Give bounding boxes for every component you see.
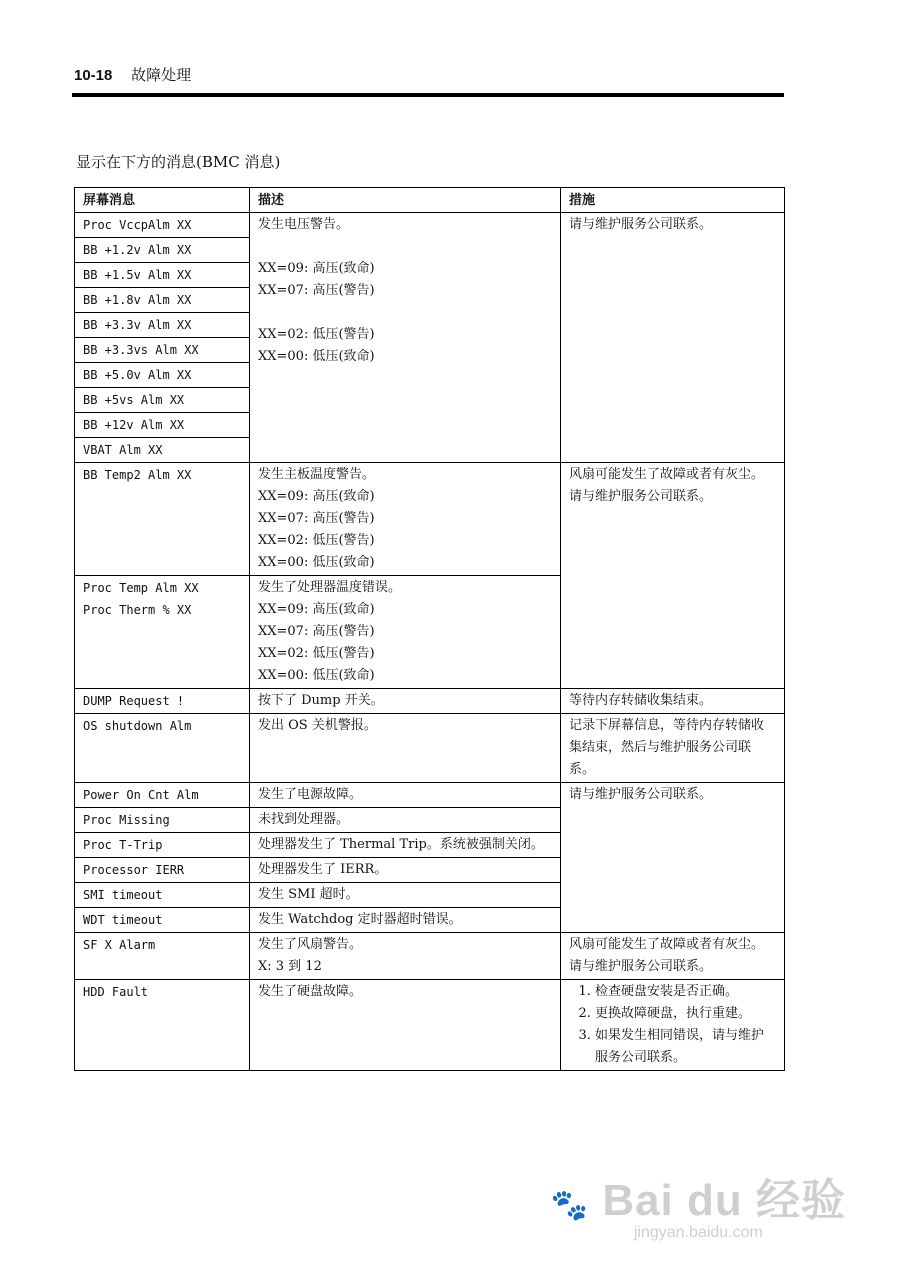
table-row <box>75 463 785 576</box>
list-item: 3. 如果发生相同错误，请与维护服务公司联系。 <box>595 1025 776 1069</box>
message-cell: BB +1.2v Alm XX <box>75 238 250 263</box>
table-row <box>75 213 785 238</box>
message-cell: Processor IERR <box>75 858 250 883</box>
message-cell: BB +3.3vs Alm XX <box>75 338 250 363</box>
message-cell: Proc Missing <box>75 808 250 833</box>
section-title: 显示在下方的消息(BMC 消息) <box>76 153 281 171</box>
list-item: 2. 更换故障硬盘，执行重建。 <box>595 1003 776 1025</box>
table-row <box>75 714 785 783</box>
message-cell: HDD Fault <box>75 980 250 1071</box>
bmc-message-table <box>74 187 785 1071</box>
paw-icon: 🐾 <box>550 1189 590 1222</box>
action-cell <box>561 980 785 1071</box>
message-cell: DUMP Request ! <box>75 689 250 714</box>
page-header <box>74 64 191 85</box>
watermark-url: jingyan.baidu.com <box>633 1224 763 1241</box>
message-cell: Proc VccpAlm XX <box>75 213 250 238</box>
table-row <box>75 933 785 980</box>
column-header: 描述 <box>250 188 561 213</box>
description-cell: 发生了处理器温度错误。 XX=09: 高压(致命) XX=07: 高压(警告) XX=02: 低压(警告) XX=00: 低压(致命) <box>250 576 561 689</box>
message-cell: BB +3.3v Alm XX <box>75 313 250 338</box>
table-header-row <box>75 188 785 213</box>
action-cell: 等待内存转储收集结束。 <box>561 689 785 714</box>
baidu-jingyan-watermark <box>551 1164 846 1242</box>
message-cell: BB +5vs Alm XX <box>75 388 250 413</box>
message-cell: Power On Cnt Alm <box>75 783 250 808</box>
table-row <box>75 980 785 1071</box>
message-cell: SMI timeout <box>75 883 250 908</box>
description-cell: 发生 Watchdog 定时器超时错误。 <box>250 908 561 933</box>
column-header: 措施 <box>561 188 785 213</box>
description-cell: 发出 OS 关机警报。 <box>250 714 561 783</box>
action-cell: 风扇可能发生了故障或者有灰尘。 请与维护服务公司联系。 <box>561 463 785 689</box>
action-cell: 记录下屏幕信息，等待内存转储收集结束，然后与维护服务公司联系。 <box>561 714 785 783</box>
description-cell: 处理器发生了 Thermal Trip。系统被强制关闭。 <box>250 833 561 858</box>
action-list <box>569 981 776 1069</box>
description-cell: 未找到处理器。 <box>250 808 561 833</box>
page-number: 10-18 <box>74 67 113 84</box>
description-cell: 发生 SMI 超时。 <box>250 883 561 908</box>
message-cell: Proc Temp Alm XX Proc Therm % XX <box>75 576 250 689</box>
message-cell: BB +5.0v Alm XX <box>75 363 250 388</box>
description-cell: 发生了硬盘故障。 <box>250 980 561 1071</box>
table-row <box>75 783 785 808</box>
message-cell: WDT timeout <box>75 908 250 933</box>
description-cell: 发生主板温度警告。 XX=09: 高压(致命) XX=07: 高压(警告) XX=02: 低压(警告) XX=00: 低压(致命) <box>250 463 561 576</box>
action-cell: 请与维护服务公司联系。 <box>561 213 785 463</box>
watermark-logo: 🐾 Bai du 经验 <box>550 1176 846 1225</box>
message-cell: BB +1.5v Alm XX <box>75 263 250 288</box>
chapter-title: 故障处理 <box>131 66 192 84</box>
message-cell: BB +1.8v Alm XX <box>75 288 250 313</box>
header-rule <box>72 93 784 97</box>
message-cell: BB +12v Alm XX <box>75 413 250 438</box>
message-cell: VBAT Alm XX <box>75 438 250 463</box>
message-cell: OS shutdown Alm <box>75 714 250 783</box>
description-cell: 发生了电源故障。 <box>250 783 561 808</box>
table-row <box>75 689 785 714</box>
action-cell: 风扇可能发生了故障或者有灰尘。 请与维护服务公司联系。 <box>561 933 785 980</box>
description-cell: 发生了风扇警告。 X: 3 到 12 <box>250 933 561 980</box>
description-cell: 按下了 Dump 开关。 <box>250 689 561 714</box>
description-cell: 发生电压警告。 XX=09: 高压(致命) XX=07: 高压(警告) XX=02: 低压(警告) XX=00: 低压(致命) <box>250 213 561 463</box>
list-item: 1. 检查硬盘安装是否正确。 <box>595 981 776 1003</box>
description-cell: 处理器发生了 IERR。 <box>250 858 561 883</box>
message-cell: BB Temp2 Alm XX <box>75 463 250 576</box>
message-cell: SF X Alarm <box>75 933 250 980</box>
column-header: 屏幕消息 <box>75 188 250 213</box>
action-cell: 请与维护服务公司联系。 <box>561 783 785 933</box>
message-cell: Proc T-Trip <box>75 833 250 858</box>
